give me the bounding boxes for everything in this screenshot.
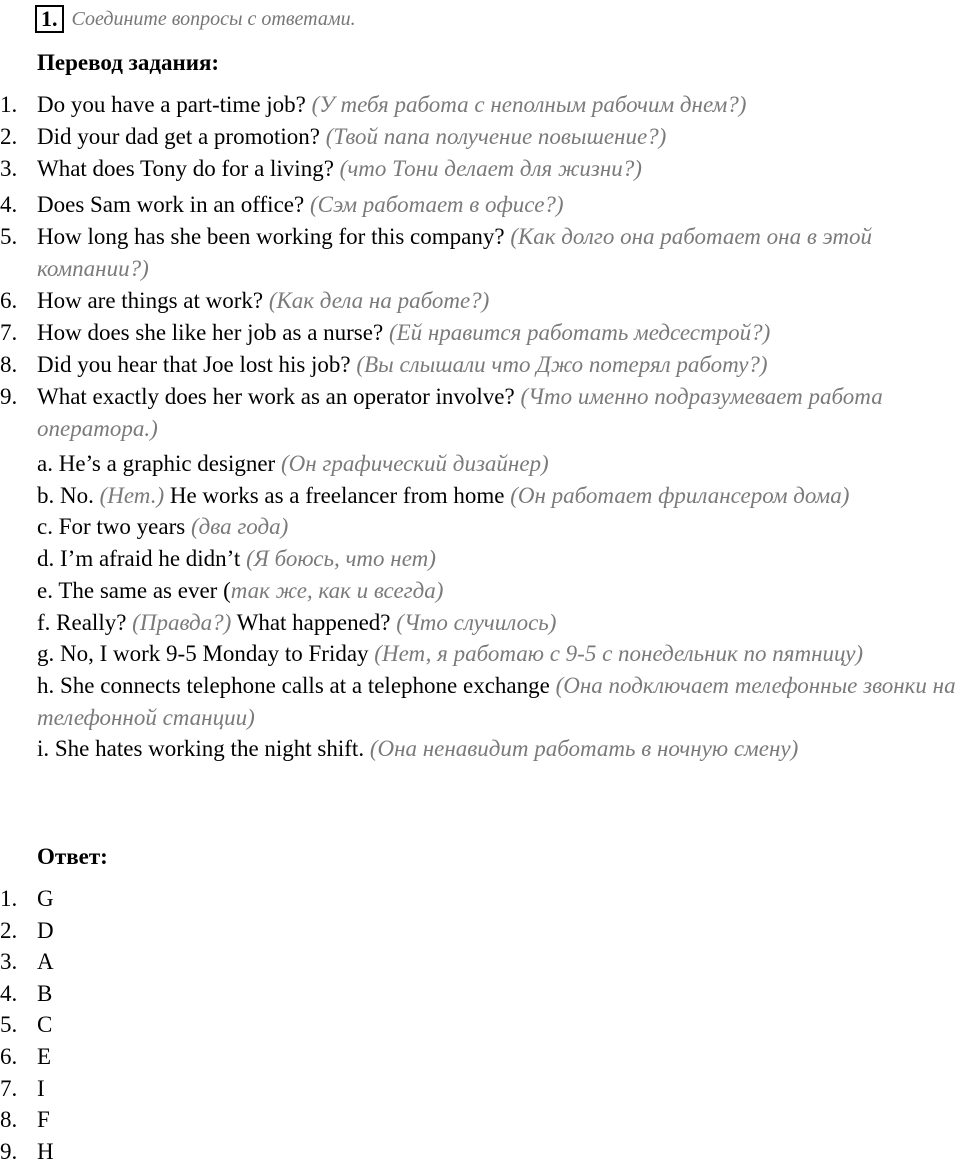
response-text: He’s a graphic designer xyxy=(58,451,276,476)
response-text: She hates working the night shift. xyxy=(54,736,365,762)
question-translation: (Как дела на работе?) xyxy=(268,288,490,313)
question-text: Did you hear that Joe lost his job? xyxy=(37,352,351,377)
response-letter: b. xyxy=(37,482,55,508)
question-number: 2. xyxy=(0,124,18,149)
response-letter: a. xyxy=(37,451,53,476)
answer-item xyxy=(0,1009,200,1041)
translation-heading: Перевод задания: xyxy=(37,50,220,75)
answer-item xyxy=(0,1073,200,1105)
response-text: No, I work 9-5 Monday to Friday xyxy=(60,641,369,667)
response-option xyxy=(0,638,960,670)
question-text: Did your dad get a promotion? xyxy=(37,124,320,149)
response-option xyxy=(0,575,960,607)
question-text: How long has she been working for this company? xyxy=(37,224,505,249)
answer-item xyxy=(0,883,200,915)
task-number-box: 1. xyxy=(35,5,64,33)
question-number: 7. xyxy=(0,320,18,345)
response-letter: c. xyxy=(37,514,53,540)
response-translation: (Он графический дизайнер) xyxy=(280,451,549,476)
question-translation: (Что именно подразумевает работа оператора.) xyxy=(37,384,883,441)
answer-value: E xyxy=(37,1043,52,1069)
question-item xyxy=(0,381,960,445)
question-text: Do you have a part-time job? xyxy=(37,92,306,117)
response-option xyxy=(0,543,960,575)
question-item xyxy=(0,349,960,381)
answer-number: 9. xyxy=(0,1138,18,1164)
answer-number: 3. xyxy=(0,949,18,975)
response-text-2: He works as a freelancer from home xyxy=(169,482,505,508)
question-item xyxy=(0,153,960,185)
task-header xyxy=(35,4,356,34)
question-text: What does Tony do for a living? xyxy=(37,156,334,181)
answer-value: I xyxy=(37,1075,45,1101)
answer-value: G xyxy=(37,886,54,911)
question-text: How are things at work? xyxy=(37,288,264,313)
response-translation: (Я боюсь, что нет) xyxy=(246,546,436,572)
question-item xyxy=(0,221,960,285)
question-item xyxy=(0,189,960,221)
response-translation: (Нет.) xyxy=(99,482,165,508)
response-letter: e. xyxy=(37,577,53,603)
answer-value: D xyxy=(37,917,54,943)
response-letter: f. xyxy=(37,609,51,635)
response-text: I’m afraid he didn’t xyxy=(60,546,241,572)
question-item xyxy=(0,89,960,121)
task-instruction: Соедините вопросы с ответами. xyxy=(71,7,356,30)
answer-item xyxy=(0,1136,200,1167)
answer-value: C xyxy=(37,1012,53,1038)
question-number: 4. xyxy=(0,192,18,217)
question-item xyxy=(0,317,960,349)
answer-number: 4. xyxy=(0,980,18,1006)
answer-item xyxy=(0,1041,200,1073)
response-text: No. xyxy=(60,482,94,508)
response-letter: g. xyxy=(37,641,55,667)
question-translation: (Сэм работает в офисе?) xyxy=(309,192,564,217)
response-text: She connects telephone calls at a telephone exchange xyxy=(60,672,550,698)
question-translation: (Твой папа получение повышение?) xyxy=(325,124,667,149)
question-list xyxy=(0,89,960,445)
answer-value: F xyxy=(37,1107,50,1133)
response-option xyxy=(0,733,960,765)
question-number: 5. xyxy=(0,224,18,249)
response-translation: (Правда?) xyxy=(132,609,232,635)
answer-number: 8. xyxy=(0,1107,18,1133)
response-text: The same as ever ( xyxy=(58,577,231,603)
answer-value: H xyxy=(37,1138,54,1164)
response-text: For two years xyxy=(58,514,186,540)
response-translation-2: (Что случилось) xyxy=(396,609,557,635)
question-number: 6. xyxy=(0,288,18,313)
response-letter: i. xyxy=(37,736,50,762)
response-option xyxy=(0,670,960,733)
question-translation: (что Тони делает для жизни?) xyxy=(339,156,642,181)
response-text-2: What happened? xyxy=(236,609,391,635)
answer-number: 1. xyxy=(0,886,18,911)
response-translation: (Она подключает телефонные звонки на телефонной станции) xyxy=(37,672,956,730)
response-translation: (Нет, я работаю с 9-5 с понедельник по пятницу) xyxy=(374,641,864,667)
answer-number: 5. xyxy=(0,1012,18,1038)
answer-value: B xyxy=(37,980,53,1006)
question-text: How does she like her job as a nurse? xyxy=(37,320,384,345)
response-translation: (Она ненавидит работать в ночную смену) xyxy=(369,736,799,762)
question-number: 1. xyxy=(0,92,18,117)
answer-value: A xyxy=(37,949,54,975)
answer-item xyxy=(0,946,200,978)
answer-number: 7. xyxy=(0,1075,18,1101)
answer-heading: Ответ: xyxy=(37,844,108,869)
question-item xyxy=(0,121,960,153)
answer-number: 6. xyxy=(0,1043,18,1069)
response-letter: h. xyxy=(37,672,55,698)
question-number: 8. xyxy=(0,352,18,377)
question-item xyxy=(0,285,960,317)
answer-item xyxy=(0,915,200,947)
response-translation: так же, как и всегда) xyxy=(230,577,444,603)
question-translation: (Ей нравится работать медсестрой?) xyxy=(388,320,771,345)
response-option xyxy=(0,607,960,639)
response-option xyxy=(0,448,960,480)
response-letter: d. xyxy=(37,546,55,572)
answer-key-list xyxy=(0,883,200,1167)
response-translation-2: (Он работает фрилансером дома) xyxy=(510,482,850,508)
response-translation: (два года) xyxy=(190,514,289,540)
response-option xyxy=(0,480,960,512)
question-number: 3. xyxy=(0,156,18,181)
question-number: 9. xyxy=(0,384,18,409)
question-text: Does Sam work in an office? xyxy=(37,192,305,217)
question-translation: (Вы слышали что Джо потерял работу?) xyxy=(356,352,768,377)
response-options-list xyxy=(0,448,960,765)
response-text: Really? xyxy=(56,609,127,635)
question-text: What exactly does her work as an operator involve? xyxy=(37,384,515,409)
answer-item xyxy=(0,1104,200,1136)
answer-number: 2. xyxy=(0,917,18,943)
question-translation: (Как долго она работает она в этой компании?) xyxy=(37,224,873,281)
answer-item xyxy=(0,978,200,1010)
response-option xyxy=(0,511,960,543)
question-translation: (У тебя работа с неполным рабочим днем?) xyxy=(311,92,747,117)
